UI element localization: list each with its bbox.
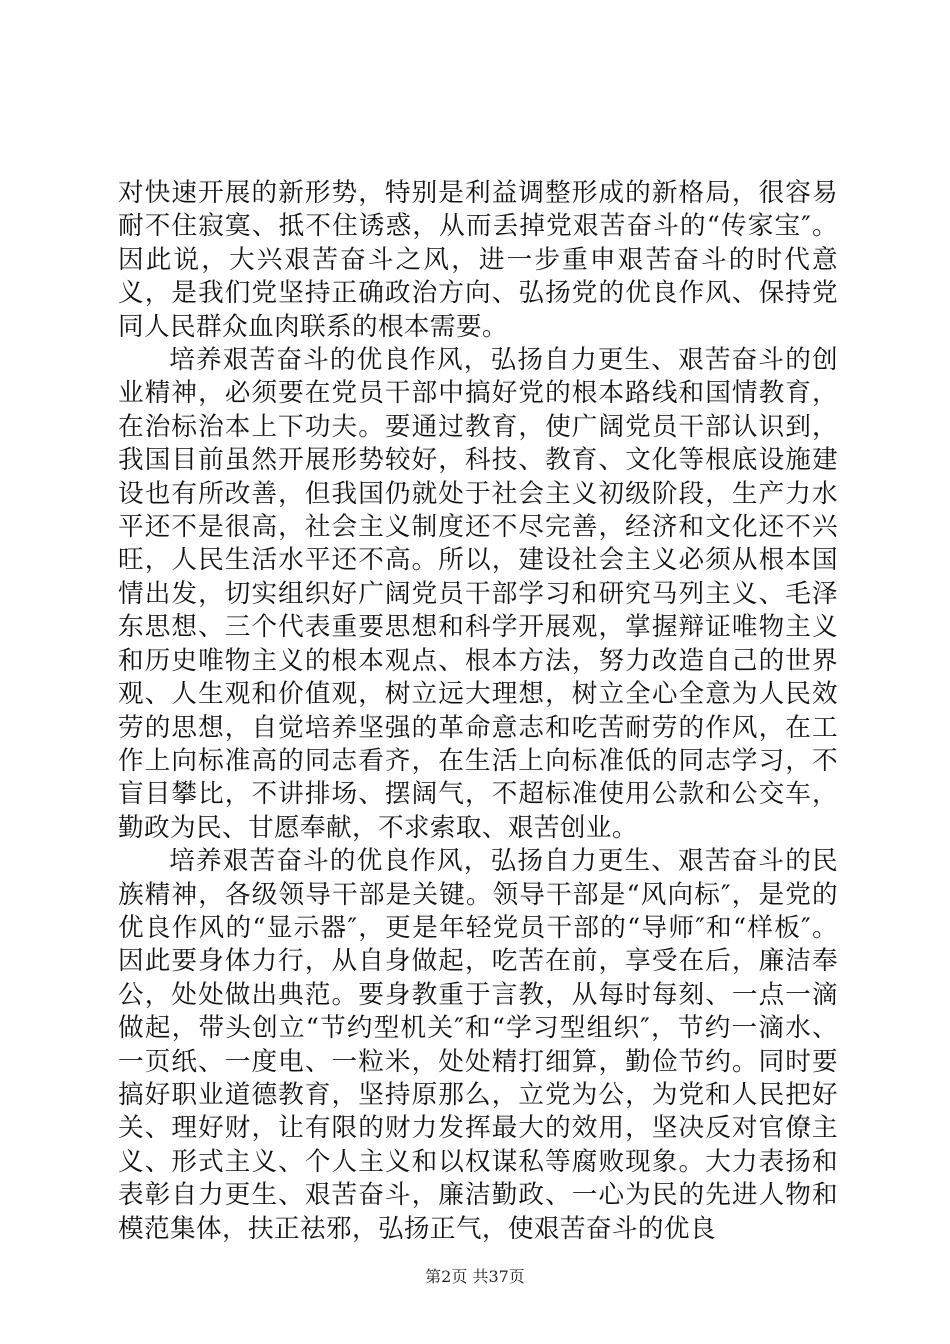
paragraph-1: 对快速开展的新形势，特别是利益调整形成的新格局，很容易耐不住寂寞、抵不住诱惑，从而丢掉党艰苦奋斗的“传家宝″。因此说，大兴艰苦奋斗之风，进一步重申艰苦奋斗的时代意义，是我们党坚持正确政治方向、弘扬党的优良作风、保持党同人民群众血肉联系的根本需要。 — [118, 178, 838, 342]
document-body — [118, 177, 838, 1246]
paragraph-2: 培养艰苦奋斗的优良作风，弘扬自力更生、艰苦奋斗的创业精神，必须要在党员干部中搞好党的根本路线和国情教育，在治标治本上下功夫。要通过教育，使广阔党员干部认识到，我国目前虽然开展形势较好，科技、教育、文化等根底设施建设也有所改善，但我国仍就处于社会主义初级阶段，生产力水平还不是很高，社会主义制度还不尽完善，经济和文化还不兴旺，人民生活水平还不高。所以，建设社会主义必须从根本国情出发，切实组织好广阔党员干部学习和研究马列主义、毛泽东思想、三个代表重要思想和科学开展观，掌握辩证唯物主义和历史唯物主义的根本观点、根本方法，努力改造自己的世界观、人生观和价值观，树立远大理想，树立全心全意为人民效劳的思想，自觉培养坚强的革命意志和吃苦耐劳的作风，在工作上向标准高的同志看齐，在生活上向标准低的同志学习，不盲目攀比，不讲排场、摆阔气，不超标准使用公款和公交车，勤政为民、甘愿奉献，不求索取、艰苦创业。 — [118, 345, 838, 843]
page-number-footer: 第2页 共37页 — [425, 1267, 525, 1286]
paragraph-3: 培养艰苦奋斗的优良作风，弘扬自力更生、艰苦奋斗的民族精神，各级领导干部是关键。领导干部是“风向标″，是党的优良作风的“显示器″，更是年轻党员干部的“导师″和“样板″。因此要身体力行，从自身做起，吃苦在前，享受在后，廉洁奉公，处处做出典范。要身教重于言教，从每时每刻、一点一滴做起，带头创立“节约型机关″和“学习型组织″，节约一滴水、一页纸、一度电、一粒米，处处精打细算，勤俭节约。同时要搞好职业道德教育，坚持原那么，立党为公，为党和人民把好关、理好财，让有限的财力发挥最大的效用，坚决反对官僚主义、形式主义、个人主义和以权谋私等腐败现象。大力表扬和表彰自力更生、艰苦奋斗，廉洁勤政、一心为民的先进人物和模范集体，扶正祛邪，弘扬正气，使艰苦奋斗的优良 — [118, 846, 838, 1244]
